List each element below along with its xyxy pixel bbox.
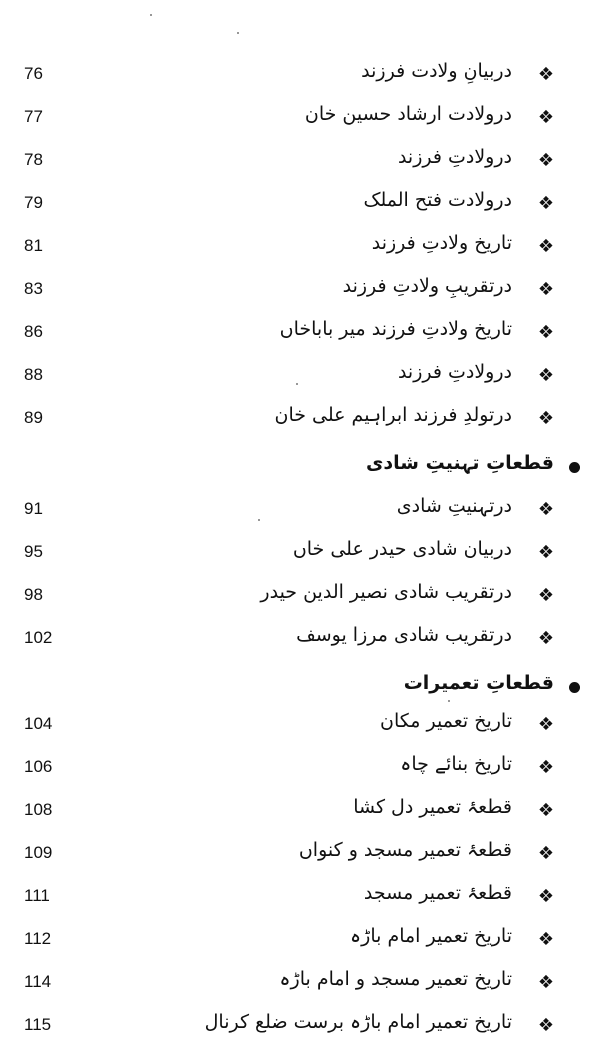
toc-row bbox=[0, 99, 600, 139]
entry-title: درتقریب شادی نصیر الدین حیدر bbox=[260, 581, 512, 603]
section-title: قطعاتِ تعمیرات bbox=[403, 672, 554, 694]
diamond-bullet-icon: ❖ bbox=[537, 236, 554, 257]
entry-title: تاریخ تعمیر امام باڑہ bbox=[350, 925, 512, 947]
scan-speck bbox=[258, 519, 260, 521]
toc-row bbox=[0, 577, 600, 617]
entry-title: تاریخ تعمیر امام باڑہ برست ضلع کرنال bbox=[204, 1011, 512, 1033]
entry-title: درولادت فتح الملک bbox=[363, 189, 512, 211]
entry-title: درولادت ارشاد حسین خان bbox=[304, 103, 512, 125]
page-number: 104 bbox=[24, 714, 53, 733]
scan-speck bbox=[237, 32, 239, 34]
toc-row bbox=[0, 749, 600, 789]
page-number: 79 bbox=[24, 193, 43, 212]
page-number: 106 bbox=[24, 757, 53, 776]
section-bullet-icon bbox=[569, 682, 580, 693]
diamond-bullet-icon: ❖ bbox=[537, 408, 554, 429]
diamond-bullet-icon: ❖ bbox=[537, 542, 554, 563]
page-number: 77 bbox=[24, 107, 43, 126]
entry-title: درتہنیتِ شادی bbox=[396, 495, 512, 517]
toc-row bbox=[0, 491, 600, 531]
section-title: قطعاتِ تہنیتِ شادی bbox=[365, 452, 554, 474]
diamond-bullet-icon: ❖ bbox=[537, 585, 554, 606]
diamond-bullet-icon: ❖ bbox=[537, 714, 554, 735]
page-number: 89 bbox=[24, 408, 43, 427]
entry-title: درولادتِ فرزند bbox=[397, 361, 512, 383]
diamond-bullet-icon: ❖ bbox=[537, 365, 554, 386]
diamond-bullet-icon: ❖ bbox=[537, 279, 554, 300]
entry-title: درتولدِ فرزند ابراہیم علی خان bbox=[274, 404, 512, 426]
toc-row bbox=[0, 400, 600, 440]
page-number: 108 bbox=[24, 800, 53, 819]
diamond-bullet-icon: ❖ bbox=[537, 843, 554, 864]
toc-row bbox=[0, 271, 600, 311]
page-number: 86 bbox=[24, 322, 43, 341]
toc-row bbox=[0, 56, 600, 96]
diamond-bullet-icon: ❖ bbox=[537, 972, 554, 993]
page-number: 78 bbox=[24, 150, 43, 169]
toc-row bbox=[0, 534, 600, 574]
diamond-bullet-icon: ❖ bbox=[537, 886, 554, 907]
toc-row bbox=[0, 228, 600, 268]
page-number: 102 bbox=[24, 628, 53, 647]
page-number: 114 bbox=[24, 972, 52, 991]
entry-title: تاریخ ولادتِ فرزند میر باباخاں bbox=[279, 318, 512, 340]
toc-row bbox=[0, 1007, 600, 1047]
diamond-bullet-icon: ❖ bbox=[537, 150, 554, 171]
page-number: 95 bbox=[24, 542, 43, 561]
page-number: 109 bbox=[24, 843, 53, 862]
toc-row bbox=[0, 185, 600, 225]
entry-title: قطعۂ تعمیر مسجد bbox=[363, 882, 512, 904]
toc-row bbox=[0, 835, 600, 875]
entry-title: درولادتِ فرزند bbox=[397, 146, 512, 168]
diamond-bullet-icon: ❖ bbox=[537, 929, 554, 950]
toc-row bbox=[0, 314, 600, 354]
scan-speck bbox=[296, 383, 298, 385]
toc-row bbox=[0, 878, 600, 918]
diamond-bullet-icon: ❖ bbox=[537, 800, 554, 821]
toc-row bbox=[0, 964, 600, 1004]
page-number: 76 bbox=[24, 64, 43, 83]
toc-row bbox=[0, 620, 600, 660]
page-number: 111 bbox=[24, 886, 50, 905]
diamond-bullet-icon: ❖ bbox=[537, 1015, 554, 1036]
scan-speck bbox=[150, 14, 152, 16]
entry-title: دربیانِ ولادت فرزند bbox=[361, 60, 512, 82]
scan-speck bbox=[448, 700, 450, 702]
page-number: 115 bbox=[24, 1015, 52, 1034]
page-number: 91 bbox=[24, 499, 43, 518]
diamond-bullet-icon: ❖ bbox=[537, 757, 554, 778]
toc-row bbox=[0, 921, 600, 961]
entry-title: تاریخ ولادتِ فرزند bbox=[371, 232, 512, 254]
diamond-bullet-icon: ❖ bbox=[537, 499, 554, 520]
page-number: 88 bbox=[24, 365, 43, 384]
diamond-bullet-icon: ❖ bbox=[537, 628, 554, 649]
diamond-bullet-icon: ❖ bbox=[537, 107, 554, 128]
page-number: 83 bbox=[24, 279, 43, 298]
diamond-bullet-icon: ❖ bbox=[537, 193, 554, 214]
entry-title: دربیان شادی حیدر علی خاں bbox=[292, 538, 512, 560]
diamond-bullet-icon: ❖ bbox=[537, 322, 554, 343]
entry-title: درتقریب شادی مرزا یوسف bbox=[296, 624, 512, 646]
entry-title: قطعۂ تعمیر دل کشا bbox=[353, 796, 512, 818]
toc-row bbox=[0, 706, 600, 746]
page-number: 98 bbox=[24, 585, 43, 604]
page-number: 81 bbox=[24, 236, 43, 255]
diamond-bullet-icon: ❖ bbox=[537, 64, 554, 85]
toc-row bbox=[0, 142, 600, 182]
section-bullet-icon bbox=[569, 462, 580, 473]
entry-title: تاریخ تعمیر مسجد و امام باڑہ bbox=[279, 968, 512, 990]
entry-title: درتقریبِ ولادتِ فرزند bbox=[342, 275, 512, 297]
toc-row bbox=[0, 792, 600, 832]
entry-title: قطعۂ تعمیر مسجد و کنواں bbox=[298, 839, 512, 861]
entry-title: تاریخ بنائے چاہ bbox=[400, 753, 512, 775]
entry-title: تاریخ تعمیر مکان bbox=[380, 710, 512, 732]
toc-row bbox=[0, 357, 600, 397]
page-number: 112 bbox=[24, 929, 52, 948]
section-heading-tameerat bbox=[0, 668, 600, 708]
section-heading-shadi bbox=[0, 448, 600, 488]
